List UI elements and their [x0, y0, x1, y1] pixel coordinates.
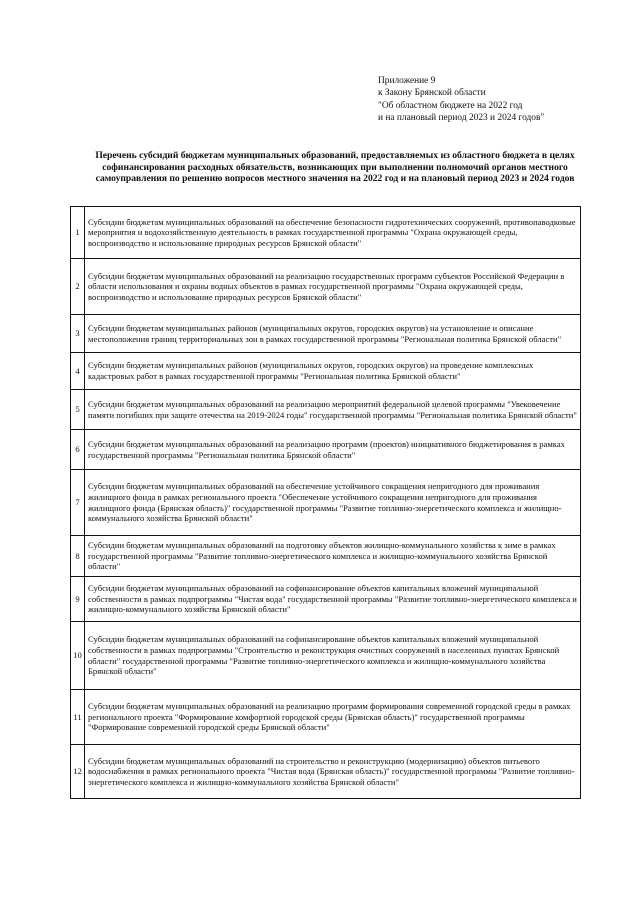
- row-text: Субсидии бюджетам муниципальных образований на софинансирование объектов капитальных вложений муниципальной собственности в рамках подпрограммы "Чистая вода" государственной программы "Развитие топливно-энергетического комплекса и жилищно-коммунального хозяйства Брянской области": [85, 577, 581, 622]
- row-text: Субсидии бюджетам муниципальных образований на обеспечение безопасности гидротехнических сооружений, противопаводковые мероприятия и водохозяйственную деятельность в рамках государственной программы "Охрана окружающей среды, воспроизводство и использование природных ресурсов Брянской области": [85, 207, 581, 259]
- row-text: Субсидии бюджетам муниципальных районов (муниципальных округов, городских округов) на установление и описание местоположения границ территориальных зон в рамках государственной программы "Региональная политика Брянской области": [85, 315, 581, 353]
- document-title: Перечень субсидий бюджетам муниципальных образований, предоставляемых из областного бюджета в целях софинансирования расходных обязательств, возникающих при выполнении полномочий органов местного самоуправления по решению вопросов местного значения на 2022 год и на плановый период 2023 и 2024 годов: [95, 150, 575, 185]
- table-row: [71, 470, 581, 536]
- row-text: Субсидии бюджетам муниципальных образований на обеспечение устойчивого сокращения непригодного для проживания жилищного фонда в рамках регионального проекта "Обеспечение устойчивого сокращения непригодного для проживания жилищного фонда (Брянская область)" государственной программы "Развитие топливно-энергетического комплекса и жилищно-коммунального хозяйства Брянской области": [85, 470, 581, 536]
- row-number: 7: [71, 470, 85, 536]
- row-text: Субсидии бюджетам муниципальных образований на строительство и реконструкцию (модернизацию) объектов питьевого водоснабжения в рамках регионального проекта "Чистая вода (Брянская область)" государственной программы "Развитие топливно-энергетического комплекса и жилищно-коммунального хозяйства Брянской области": [85, 745, 581, 799]
- row-text: Субсидии бюджетам муниципальных образований на софинансирование объектов капитальных вложений муниципальной собственности в рамках подпрограммы "Строительство и реконструкция очистных сооружений в населенных пунктах Брянской области" государственной программы "Развитие топливно-энергетического комплекса и жилищно-коммунального хозяйства Брянской области": [85, 622, 581, 690]
- row-text: Субсидии бюджетам муниципальных образований на реализацию программ (проектов) инициативного бюджетирования в рамках государственной программы "Региональная политика Брянской области": [85, 430, 581, 470]
- row-number: 5: [71, 390, 85, 430]
- row-text: Субсидии бюджетам муниципальных образований на реализацию мероприятий федеральной целевой программы "Увековечение памяти погибших при защите отечества на 2019-2024 годы" государственной программы "Региональная политика Брянской области": [85, 390, 581, 430]
- row-number: 12: [71, 745, 85, 799]
- row-number: 9: [71, 577, 85, 622]
- table-row: [71, 577, 581, 622]
- row-text: Субсидии бюджетам муниципальных районов (муниципальных округов, городских округов) на проведение комплексных кадастровых работ в рамках государственной программы "Региональная политика Брянской области": [85, 353, 581, 390]
- row-text: Субсидии бюджетам муниципальных образований на подготовку объектов жилищно-коммунального хозяйства к зиме в рамках государственной программы "Развитие топливно-энергетического комплекса и жилищно-коммунального хозяйства Брянской области": [85, 536, 581, 577]
- appendix-line-law: к Закону Брянской области: [378, 88, 486, 99]
- row-number: 11: [71, 690, 85, 745]
- table-row: [71, 353, 581, 390]
- row-number: 6: [71, 430, 85, 470]
- table-row: [71, 690, 581, 745]
- table-row: [71, 390, 581, 430]
- row-number: 3: [71, 315, 85, 353]
- row-number: 4: [71, 353, 85, 390]
- appendix-header: [378, 75, 608, 124]
- table-row: [71, 622, 581, 690]
- table-row: [71, 536, 581, 577]
- table-row: [71, 259, 581, 315]
- row-number: 8: [71, 536, 85, 577]
- table-row: [71, 745, 581, 799]
- row-text: Субсидии бюджетам муниципальных образований на реализацию государственных программ субъектов Российской Федерации в области использования и охраны водных объектов в рамках государственной программы "Охрана окружающей среды, воспроизводство и использование природных ресурсов Брянской области": [85, 259, 581, 315]
- subsidies-table: [70, 206, 581, 799]
- row-number: 1: [71, 207, 85, 259]
- appendix-line-number: Приложение 9: [378, 76, 436, 86]
- table-row: [71, 430, 581, 470]
- table-row: [71, 207, 581, 259]
- row-text: Субсидии бюджетам муниципальных образований на реализацию программ формирования современной городской среды в рамках регионального проекта "Формирование комфортной городской среды (Брянская область)" государственной программы "Формирование современной городской среды Брянской области": [85, 690, 581, 745]
- appendix-line-budget: "Об областном бюджете на 2022 год: [378, 100, 523, 111]
- row-number: 10: [71, 622, 85, 690]
- table-row: [71, 315, 581, 353]
- row-number: 2: [71, 259, 85, 315]
- appendix-line-period: и на плановый период 2023 и 2024 годов": [378, 112, 545, 123]
